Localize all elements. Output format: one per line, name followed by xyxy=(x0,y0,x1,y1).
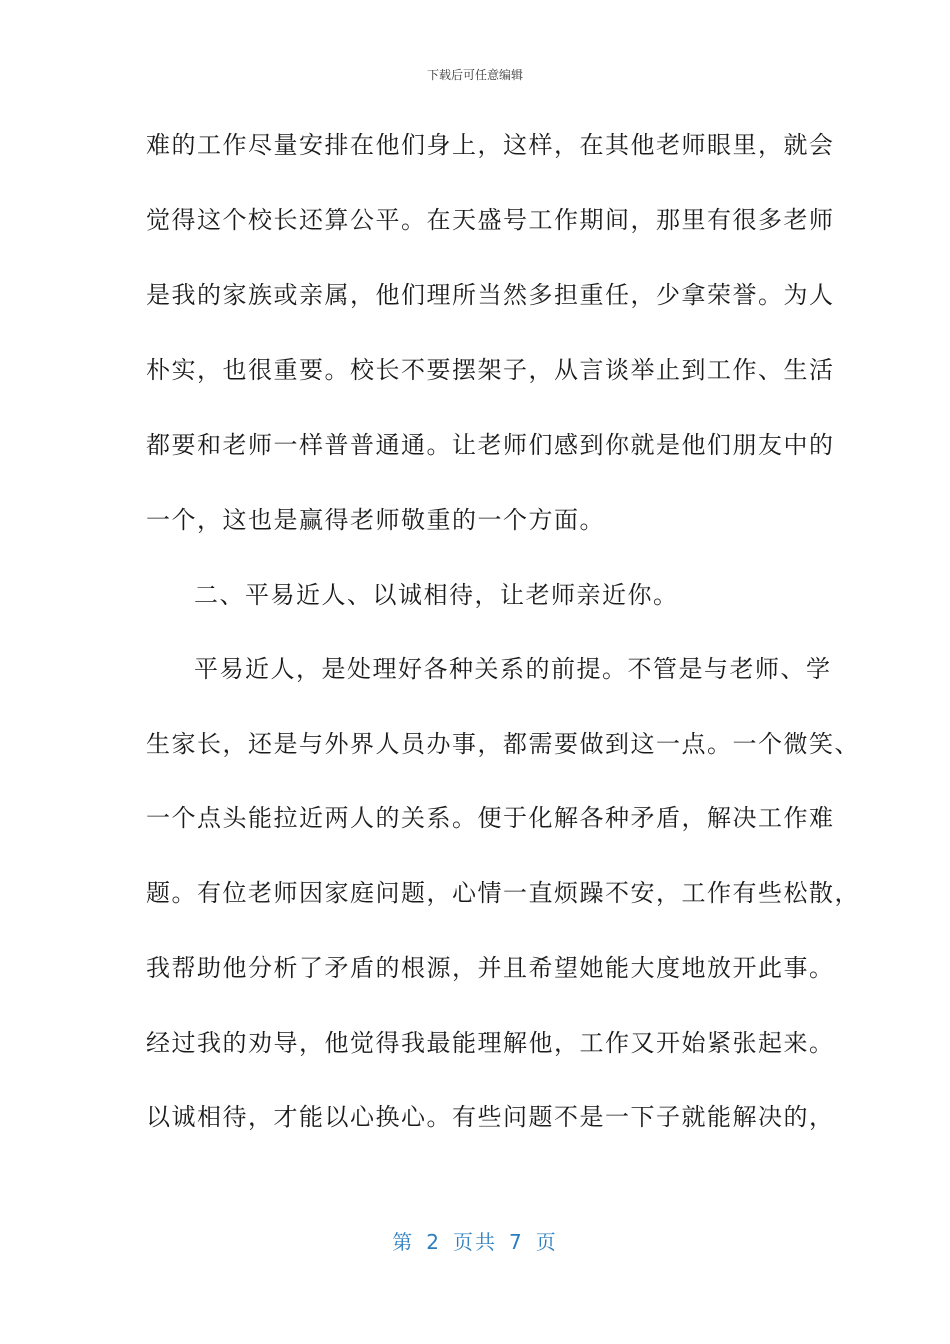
text-line: 以诚相待，才能以心换心。有些问题不是一下子就能解决的， xyxy=(146,1103,835,1131)
page-number-footer xyxy=(0,1226,950,1255)
text-line: 一个点头能拉近两人的关系。便于化解各种矛盾，解决工作难 xyxy=(146,804,835,832)
section-heading: 二、平易近人、以诚相待，让老师亲近你。 xyxy=(194,581,679,609)
text-line: 朴实，也很重要。校长不要摆架子，从言谈举止到工作、生活 xyxy=(146,356,835,384)
text-line: 生家长，还是与外界人员办事，都需要做到这一点。一个微笑、 xyxy=(146,730,860,758)
text-line: 一个，这也是赢得老师敬重的一个方面。 xyxy=(146,506,605,534)
text-line: 题。有位老师因家庭问题，心情一直烦躁不安，工作有些松散， xyxy=(146,879,860,907)
footer-mid: 页共 xyxy=(453,1230,497,1254)
footer-suffix: 页 xyxy=(535,1230,558,1254)
text-line: 是我的家族或亲属，他们理所当然多担重任，少拿荣誉。为人 xyxy=(146,281,835,309)
current-page-number: 2 xyxy=(426,1230,441,1254)
text-line: 我帮助他分析了矛盾的根源，并且希望她能大度地放开此事。 xyxy=(146,954,835,982)
text-line: 经过我的劝导，他觉得我最能理解他，工作又开始紧张起来。 xyxy=(146,1029,835,1057)
footer-prefix: 第 xyxy=(392,1230,415,1254)
total-pages: 7 xyxy=(509,1230,524,1254)
text-line: 难的工作尽量安排在他们身上，这样，在其他老师眼里，就会 xyxy=(146,131,835,159)
header-note: 下载后可任意编辑 xyxy=(426,68,523,82)
text-line: 都要和老师一样普普通通。让老师们感到你就是他们朋友中的 xyxy=(146,431,835,459)
paragraph-first-line: 平易近人，是处理好各种关系的前提。不管是与老师、学 xyxy=(194,655,832,683)
text-line: 觉得这个校长还算公平。在天盛号工作期间，那里有很多老师 xyxy=(146,206,835,234)
